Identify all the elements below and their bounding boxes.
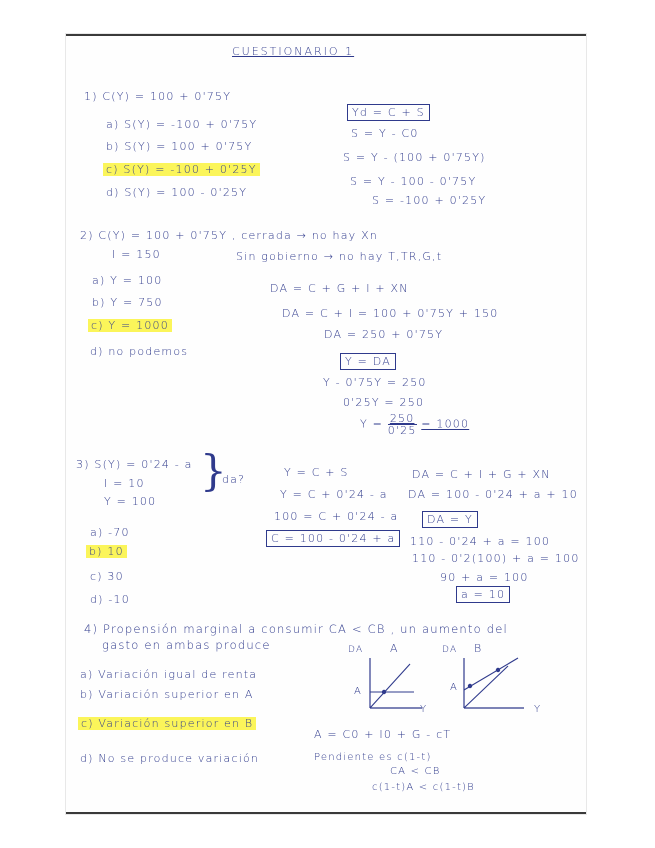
q2-option-d: d) no podemos bbox=[90, 345, 189, 358]
graph-a-xaxis-label: Y bbox=[420, 704, 428, 715]
q3-right-line-7: a = 10 bbox=[456, 586, 510, 603]
graph-b-xaxis-label: Y bbox=[534, 704, 542, 715]
q3-question: da? bbox=[222, 473, 246, 486]
q2-work-line-6: 0'25Y = 250 bbox=[343, 396, 425, 409]
graph-a-point-label: A bbox=[354, 686, 363, 697]
q3-mid-line-2: Y = C + 0'24 - a bbox=[280, 488, 388, 501]
q3-line-3: Y = 100 bbox=[104, 495, 157, 508]
q3-mid-line-1: Y = C + S bbox=[284, 466, 349, 479]
q2-option-a: a) Y = 100 bbox=[92, 274, 163, 287]
q1-work-line-5: S = -100 + 0'25Y bbox=[372, 194, 487, 207]
q2-work-line-2: DA = C + I = 100 + 0'75Y + 150 bbox=[282, 307, 499, 320]
graph-b-point-label: A bbox=[450, 682, 459, 693]
q4-note-1: Pendiente es c(1-t) bbox=[314, 752, 432, 763]
q4-prompt-line-1: 4) Propensión marginal a consumir CA < CB , un aumento del bbox=[84, 622, 508, 636]
q2-result: = 1000 bbox=[421, 417, 470, 431]
q2-fraction bbox=[388, 413, 417, 436]
q2-option-b: b) Y = 750 bbox=[92, 296, 163, 309]
q2-investment: I = 150 bbox=[112, 248, 161, 261]
q3-right-line-6: 90 + a = 100 bbox=[440, 571, 529, 584]
q4-note-3: c(1-t)A < c(1-t)B bbox=[372, 782, 475, 793]
q2-fraction-numerator: 250 bbox=[388, 413, 417, 425]
page-title: CUESTIONARIO 1 bbox=[232, 45, 355, 58]
q2-work-line-4: Y = DA bbox=[340, 353, 396, 370]
graph-a-title: A bbox=[390, 642, 399, 655]
q2-work-line-7 bbox=[360, 413, 469, 436]
q4-note-2: CA < CB bbox=[390, 766, 441, 777]
q3-brace: } bbox=[200, 446, 227, 495]
q4-option-c-highlighted: c) Variación superior en B bbox=[78, 717, 256, 730]
q2-fraction-lhs: Y = bbox=[360, 417, 384, 431]
q1-option-b: b) S(Y) = 100 + 0'75Y bbox=[106, 140, 253, 153]
graph-a-yaxis-label: DA bbox=[348, 645, 364, 655]
q4-option-d: d) No se produce variación bbox=[80, 752, 260, 765]
q3-right-line-1: DA = C + I + G + XN bbox=[412, 468, 551, 481]
graph-b-title: B bbox=[474, 642, 483, 655]
q1-work-line-1: Yd = C + S bbox=[347, 104, 430, 121]
q1-option-d: d) S(Y) = 100 - 0'25Y bbox=[106, 186, 248, 199]
q3-option-b-highlighted: b) 10 bbox=[86, 545, 127, 558]
q3-right-line-3: DA = Y bbox=[422, 511, 478, 528]
q1-prompt: 1) C(Y) = 100 + 0'75Y bbox=[84, 90, 232, 103]
q2-note: Sin gobierno → no hay T,TR,G,t bbox=[236, 250, 443, 263]
q3-right-line-2: DA = 100 - 0'24 + a + 10 bbox=[408, 488, 578, 501]
q1-work-line-2: S = Y - C0 bbox=[351, 127, 419, 140]
q2-work-line-1: DA = C + G + I + XN bbox=[270, 282, 409, 295]
graph-b-yaxis-label: DA bbox=[442, 645, 458, 655]
q1-option-a: a) S(Y) = -100 + 0'75Y bbox=[106, 118, 258, 131]
q3-mid-line-4: C = 100 - 0'24 + a bbox=[266, 530, 400, 547]
q3-option-c: c) 30 bbox=[90, 570, 124, 583]
q2-option-c-highlighted: c) Y = 1000 bbox=[88, 319, 172, 332]
q3-right-line-5: 110 - 0'2(100) + a = 100 bbox=[412, 552, 580, 565]
q4-option-a: a) Variación igual de renta bbox=[80, 668, 258, 681]
q3-right-line-4: 110 - 0'24 + a = 100 bbox=[410, 535, 551, 548]
q2-work-line-5: Y - 0'75Y = 250 bbox=[323, 376, 427, 389]
graph-a-axes bbox=[366, 656, 426, 712]
q1-option-c-highlighted: c) S(Y) = -100 + 0'25Y bbox=[103, 163, 260, 176]
q2-prompt: 2) C(Y) = 100 + 0'75Y , cerrada → no hay Xn bbox=[80, 229, 378, 242]
q3-option-a: a) -70 bbox=[90, 526, 130, 539]
q2-fraction-denominator: 0'25 bbox=[387, 424, 417, 437]
q3-line-1: 3) S(Y) = 0'24 - a bbox=[76, 458, 193, 471]
q4-option-b: b) Variación superior en A bbox=[80, 688, 254, 701]
q1-work-line-4: S = Y - 100 - 0'75Y bbox=[350, 175, 477, 188]
graph-b-axes bbox=[458, 656, 530, 712]
q3-option-d: d) -10 bbox=[90, 593, 130, 606]
q3-line-2: I = 10 bbox=[104, 477, 145, 490]
q3-mid-line-3: 100 = C + 0'24 - a bbox=[274, 510, 399, 523]
q1-work-line-3: S = Y - (100 + 0'75Y) bbox=[343, 151, 486, 164]
q4-prompt-line-2: gasto en ambas produce bbox=[102, 638, 271, 652]
q4-formula: A = C0 + I0 + G - cT bbox=[314, 728, 452, 741]
q2-work-line-3: DA = 250 + 0'75Y bbox=[324, 328, 444, 341]
